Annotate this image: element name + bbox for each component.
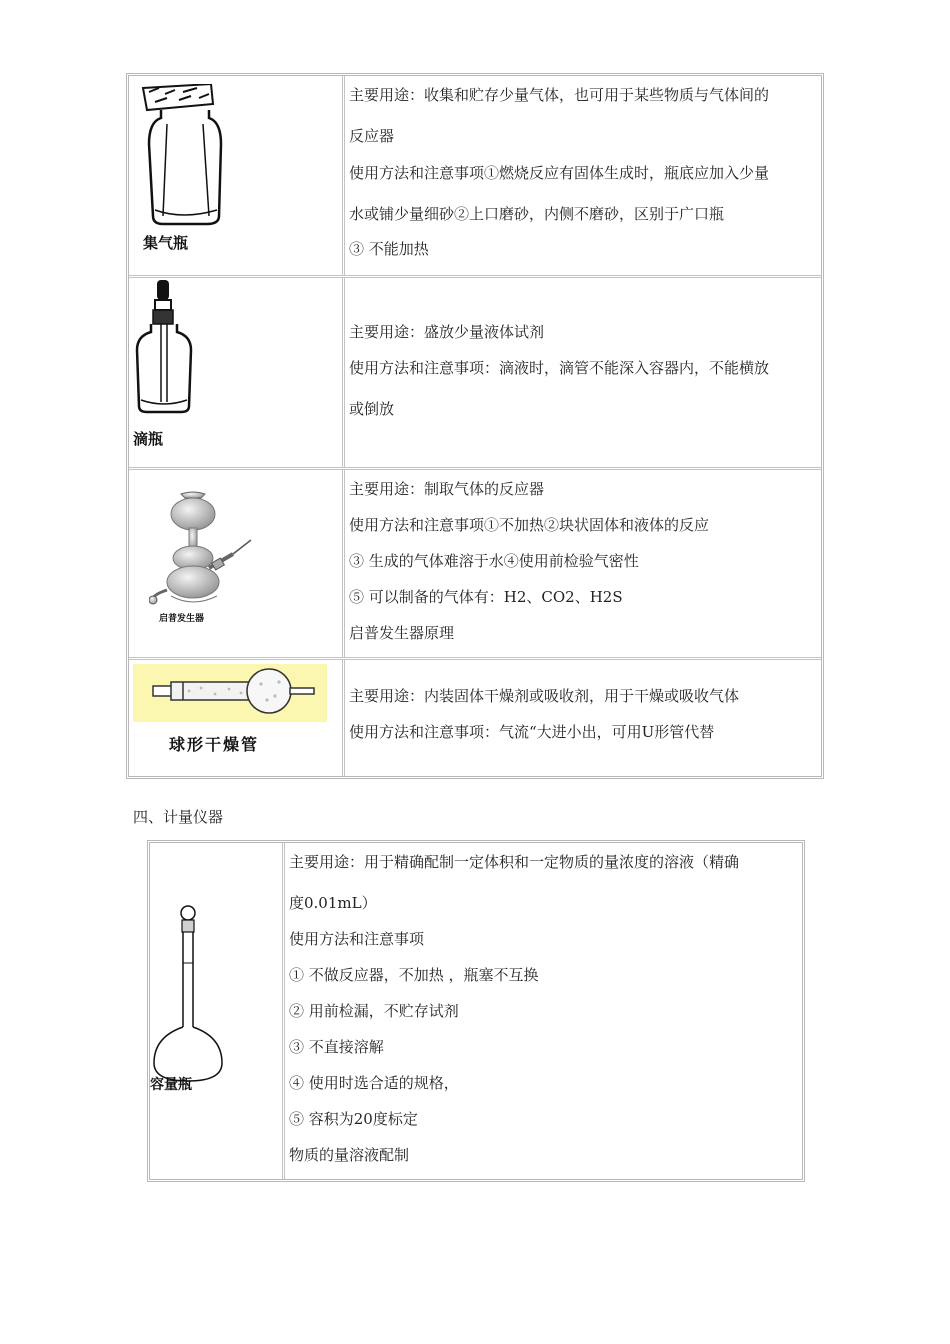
apparatus-table	[126, 73, 824, 779]
section-title: 四、计量仪器	[133, 808, 224, 826]
description-line: ③ 生成的气体难溶于水④使用前检验气密性	[349, 552, 639, 570]
description-line: ③ 不能加热	[349, 240, 429, 258]
description-line: ⑤ 容积为20度标定	[289, 1110, 418, 1128]
description-line: ③ 不直接溶解	[289, 1038, 384, 1056]
table-row	[129, 660, 821, 776]
description-line: 主要用途：用于精确配制一定体积和一定物质的量浓度的溶液（精确	[289, 853, 740, 871]
description-line: 物质的量溶液配制	[289, 1146, 410, 1164]
description-line: ④ 使用时选合适的规格，	[289, 1074, 459, 1092]
dropper-bottle-icon	[131, 278, 201, 418]
description-line: ⑤ 可以制备的气体有：H2、CO2、H2S	[349, 588, 623, 606]
description-line: 使用方法和注意事项：滴液时，滴管不能深入容器内，不能横放	[349, 359, 770, 377]
apparatus-caption: 容量瓶	[150, 1077, 192, 1093]
description-cell	[285, 843, 802, 1179]
description-line: 启普发生器原理	[349, 624, 455, 642]
volumetric-flask-icon	[152, 903, 232, 1103]
image-cell	[129, 660, 345, 776]
description-line: 度0.01mL）	[289, 894, 377, 912]
table-row	[129, 470, 821, 660]
description-cell	[345, 76, 821, 275]
description-line: 主要用途：盛放少量液体试剂	[349, 323, 545, 341]
description-line: ① 不做反应器，不加热 ，瓶塞不互换	[289, 966, 539, 984]
description-line: 使用方法和注意事项①燃烧反应有固体生成时，瓶底应加入少量	[349, 164, 770, 182]
description-line: 或倒放	[349, 400, 395, 418]
image-cell	[150, 843, 285, 1179]
description-line: 主要用途：内装固体干燥剂或吸收剂，用于干燥或吸收气体	[349, 687, 740, 705]
description-line: 水或铺少量细砂②上口磨砂，内侧不磨砂，区别于广口瓶	[349, 205, 725, 223]
description-line: 使用方法和注意事项	[289, 930, 425, 948]
description-cell	[345, 278, 821, 467]
apparatus-caption: 集气瓶	[143, 234, 189, 252]
image-cell	[129, 470, 345, 657]
apparatus-caption: 球形干燥管	[169, 735, 260, 754]
description-cell	[345, 470, 821, 657]
description-line: 使用方法和注意事项：气流“大进小出，可用U形管代替	[349, 723, 715, 741]
apparatus-caption: 启普发生器	[159, 614, 205, 624]
gas-jar-icon	[139, 84, 239, 234]
drying-tube-icon	[133, 664, 327, 722]
measuring-table	[147, 840, 805, 1182]
description-line: 反应器	[349, 127, 395, 145]
description-line: 主要用途：收集和贮存少量气体，也可用于某些物质与气体间的	[349, 86, 770, 104]
description-cell	[345, 660, 821, 776]
table-row	[129, 278, 821, 470]
description-line: 主要用途：制取气体的反应器	[349, 480, 545, 498]
kipp-generator-icon	[149, 490, 259, 610]
apparatus-caption: 滴瓶	[133, 430, 164, 448]
description-line: ② 用前检漏，不贮存试剂	[289, 1002, 459, 1020]
image-cell	[129, 278, 345, 467]
table-row	[150, 843, 802, 1179]
description-line: 使用方法和注意事项①不加热②块状固体和液体的反应	[349, 516, 710, 534]
table-row	[129, 76, 821, 278]
image-cell	[129, 76, 345, 275]
